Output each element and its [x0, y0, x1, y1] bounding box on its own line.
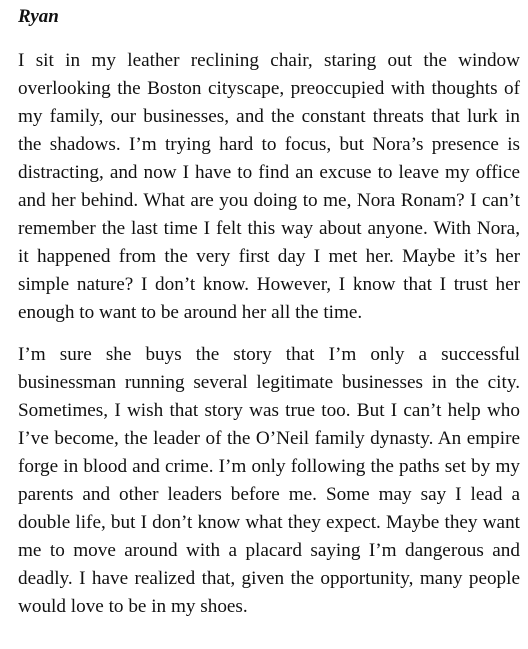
- body-paragraph-2: I’m sure she buys the story that I’m only a successful businessman running several legitimate businesses in the city. Sometimes, I wish that story was true too. But I can’t help who I’ve become, the leader of the O’Neil family dynasty. An empire forge in blood and crime. I’m only following the paths set by my parents and other leaders before me. Some may say I lead a double life, but I don’t know what they expect. Maybe they want me to move around with a placard saying I’m dangerous and deadly. I have realized that, given the opportunity, many people would love to be in my shoes.: [18, 344, 520, 617]
- body-paragraph-1: I sit in my leather reclining chair, staring out the window overlooking the Boston cityscape, preoccupied with thoughts of my family, our businesses, and the constant threats that lurk in the shadows. I’m trying hard to focus, but Nora’s presence is distracting, and now I have to find an excuse to leave my office and her behind. What are you doing to me, Nora Ronam? I can’t remember the last time I felt this way about anyone. With Nora, it happened from the very first day I met her. Maybe it’s her simple nature? I don’t know. However, I know that I trust her enough to want to be around her all the time.: [18, 50, 520, 323]
- chapter-heading: Ryan: [18, 6, 59, 27]
